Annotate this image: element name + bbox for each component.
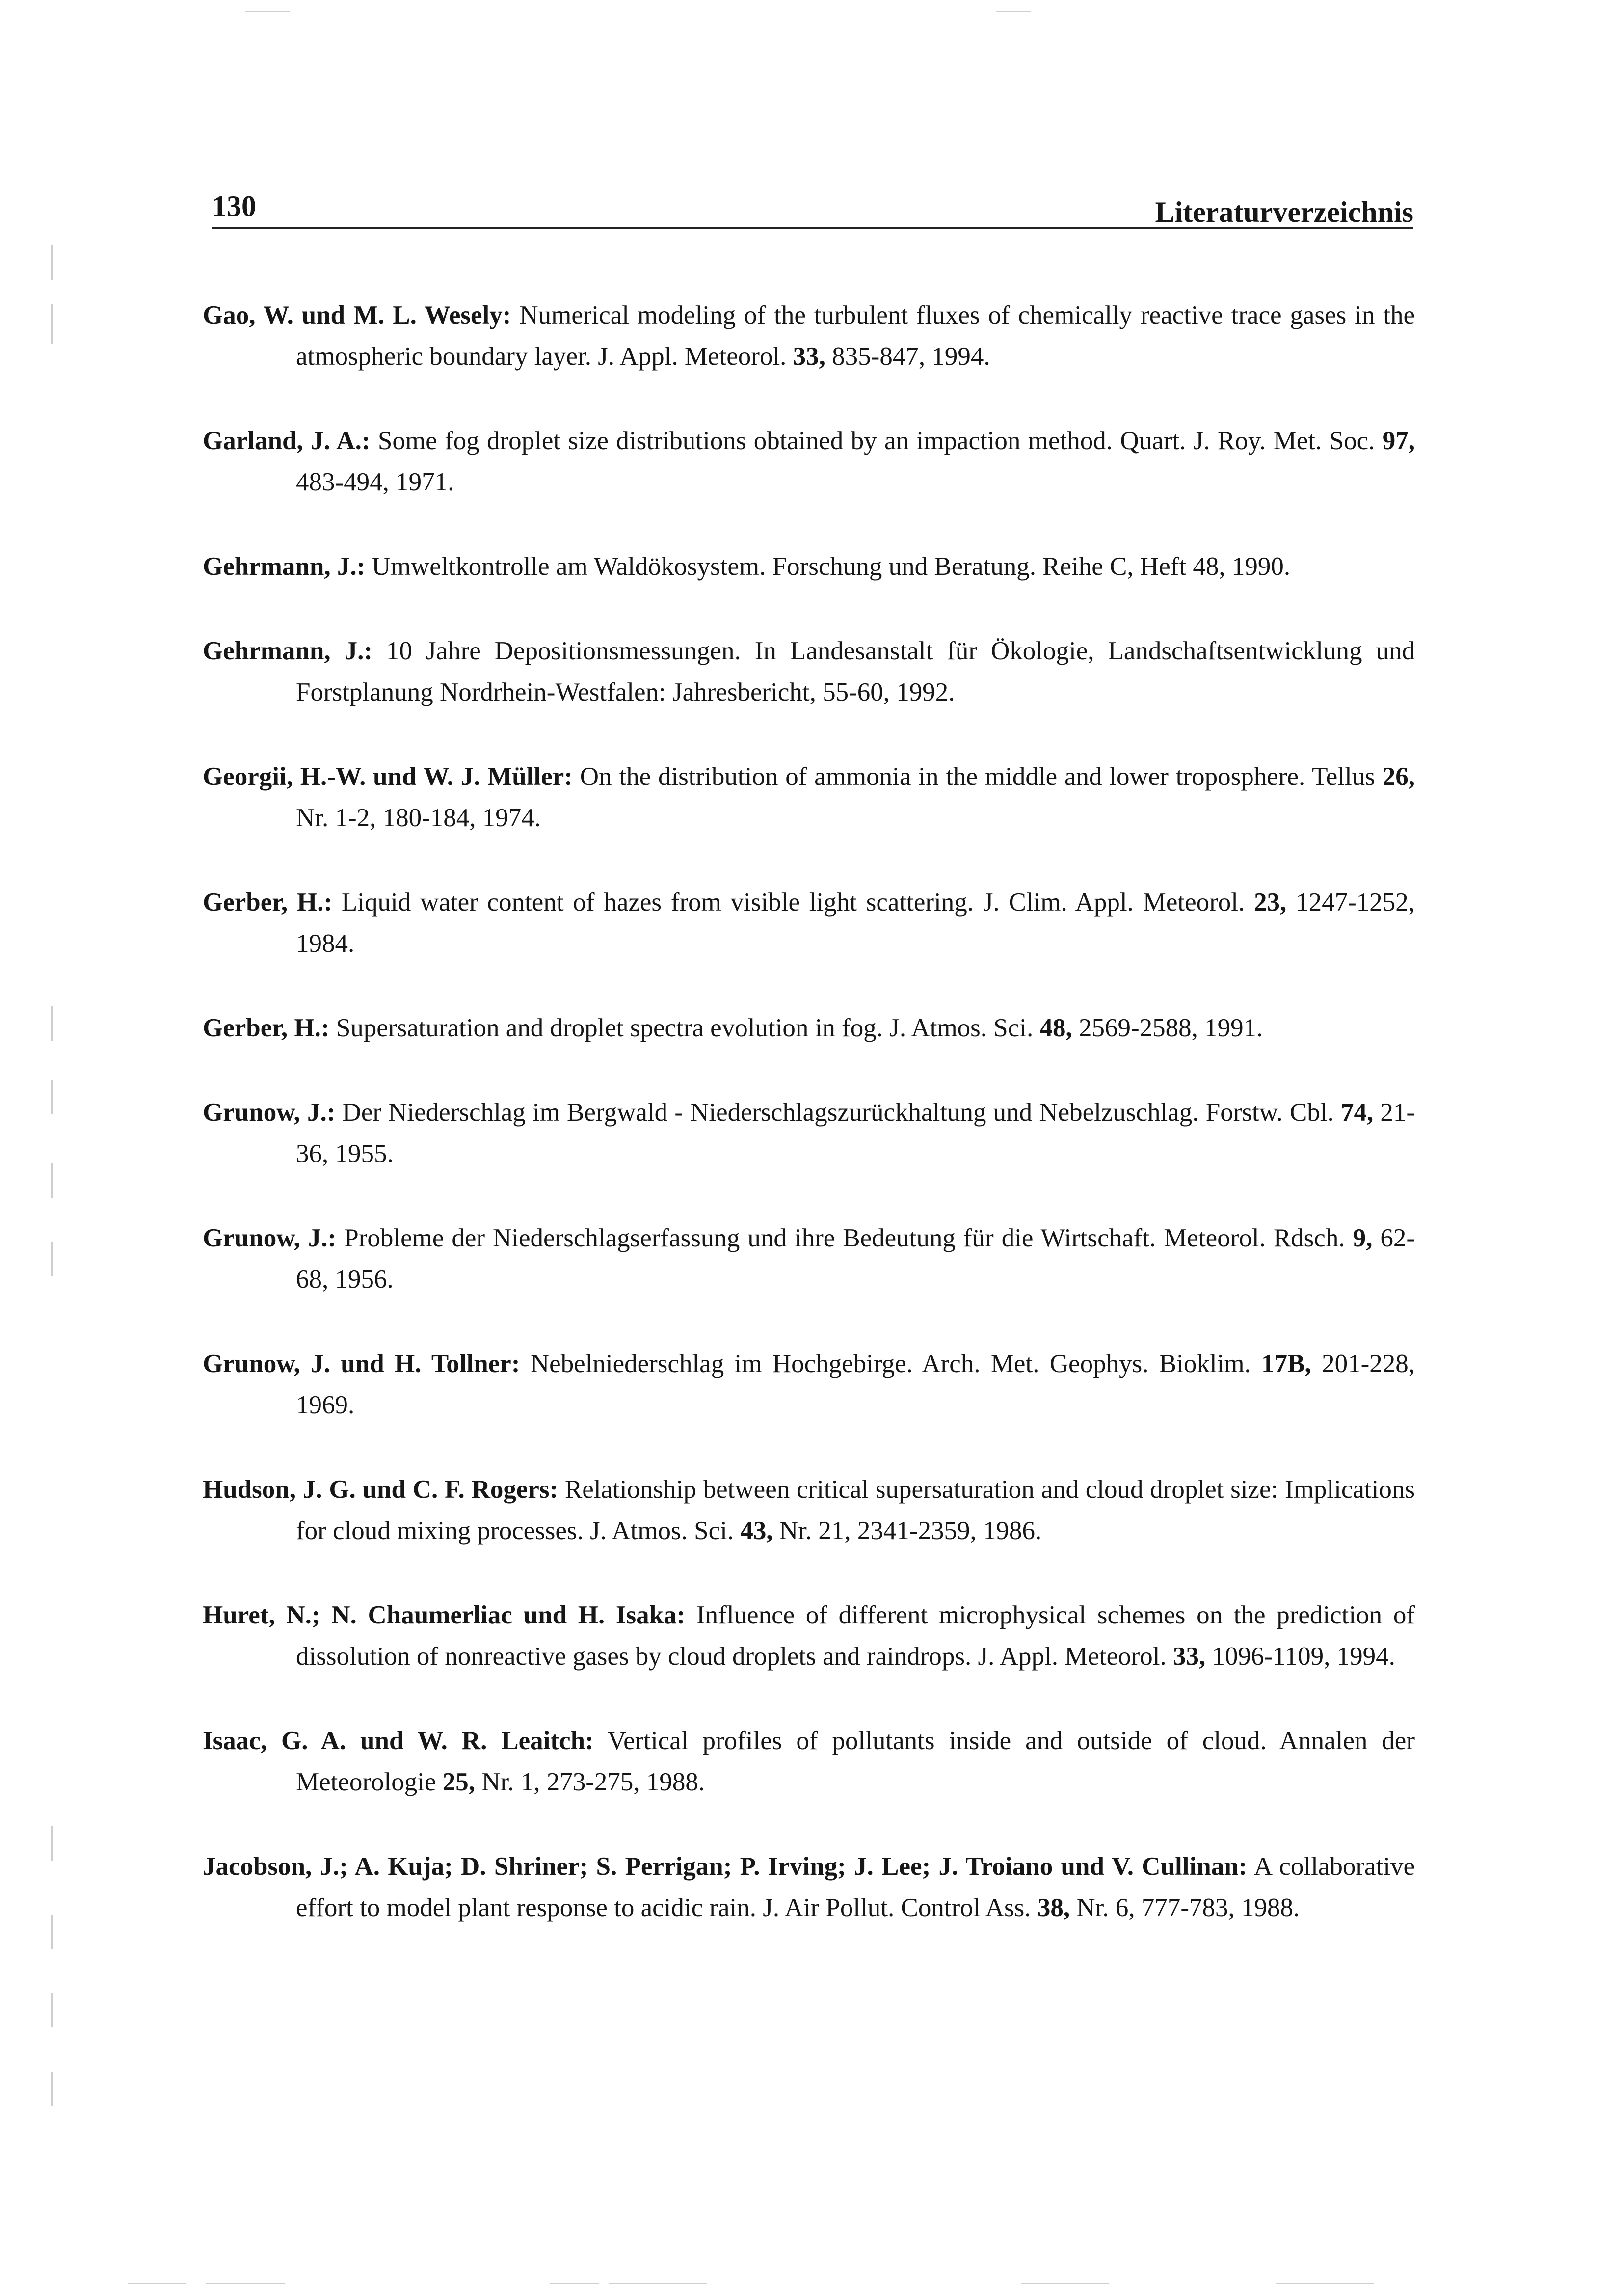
reference-authors: Grunow, J.: <box>203 1098 336 1127</box>
reference-volume: 26, <box>1382 762 1415 791</box>
reference-authors: Gehrmann, J.: <box>203 637 372 665</box>
reference-text: Influence of different microphysical schemes on the prediction of dissolution of nonreactive gases by cloud droplets and raindrops. J. Appl. Meteorol. <box>296 1601 1415 1671</box>
reference-authors: Grunow, J. und H. Tollner: <box>203 1350 520 1378</box>
scan-mark <box>550 2283 599 2284</box>
reference-pages: 835-847, 1994. <box>825 342 990 371</box>
reference-volume: 23, <box>1254 888 1287 917</box>
reference-text: Nebelniederschlag im Hochgebirge. Arch. Met. Geophys. Bioklim. <box>520 1350 1262 1378</box>
reference-volume: 33, <box>1172 1642 1206 1671</box>
reference-text: 10 Jahre Depositionsmessungen. In Landesanstalt für Ökologie, Landschaftsentwicklung und Forstplanung Nordrhein-Westfalen: Jahresbericht, 55-60, 1992. <box>296 637 1415 706</box>
reference-entry <box>203 756 1415 838</box>
reference-pages: Nr. 1-2, 180-184, 1974. <box>296 804 541 832</box>
reference-authors: Gao, W. und M. L. Wesely: <box>203 301 511 329</box>
reference-text: Umweltkontrolle am Waldökosystem. Forschung und Beratung. Reihe C, Heft 48, 1990. <box>365 552 1291 581</box>
scan-mark <box>51 245 53 280</box>
reference-text: Probleme der Niederschlagserfassung und ihre Bedeutung für die Wirtschaft. Meteorol. Rdsch. <box>336 1224 1353 1252</box>
reference-authors: Gerber, H.: <box>203 1014 330 1042</box>
reference-pages: 1247-1252, 1984. <box>296 888 1415 958</box>
page-header <box>212 186 1413 229</box>
reference-authors: Garland, J. A.: <box>203 427 371 455</box>
reference-entry <box>203 882 1415 964</box>
reference-volume: 17B, <box>1261 1350 1311 1378</box>
reference-authors: Grunow, J.: <box>203 1224 337 1252</box>
scan-mark <box>51 1993 53 2027</box>
reference-pages: 201-228, 1969. <box>296 1350 1415 1419</box>
reference-entry <box>203 1007 1415 1049</box>
reference-text: Der Niederschlag im Bergwald - Niederschlagszurückhaltung und Nebelzuschlag. Forstw. Cbl. <box>335 1098 1341 1127</box>
reference-authors: Isaac, G. A. und W. R. Leaitch: <box>203 1727 594 1755</box>
reference-volume: 38, <box>1037 1893 1070 1922</box>
reference-entry <box>203 1720 1415 1803</box>
reference-text: Vertical profiles of pollutants inside and outside of cloud. Annalen der Meteorologie <box>296 1727 1415 1796</box>
reference-text: Relationship between critical supersaturation and cloud droplet size: Implications for cloud mixing processes. J. Atmos. Sci. <box>296 1475 1415 1545</box>
reference-authors: Hudson, J. G. und C. F. Rogers: <box>203 1475 559 1504</box>
scan-mark <box>1276 2283 1374 2284</box>
reference-volume: 48, <box>1039 1014 1072 1042</box>
page-number: 130 <box>212 190 256 222</box>
reference-volume: 74, <box>1340 1098 1374 1127</box>
scan-mark <box>996 11 1031 12</box>
scan-mark <box>51 1242 53 1276</box>
scan-mark <box>51 1163 53 1198</box>
reference-pages: 1096-1109, 1994. <box>1205 1642 1395 1671</box>
reference-entry <box>203 1092 1415 1174</box>
reference-pages: Nr. 6, 777-783, 1988. <box>1070 1893 1300 1922</box>
reference-volume: 97, <box>1382 427 1415 455</box>
reference-pages: 483-494, 1971. <box>296 468 454 496</box>
reference-text: Liquid water content of hazes from visible light scattering. J. Clim. Appl. Meteorol. <box>332 888 1254 917</box>
reference-text: Numerical modeling of the turbulent fluxes of chemically reactive trace gases in the atmospheric boundary layer. J. Appl. Meteorol. <box>296 301 1415 371</box>
scan-mark <box>51 1826 53 1861</box>
scan-mark <box>51 304 53 344</box>
reference-entry <box>203 295 1415 377</box>
reference-entry <box>203 1469 1415 1551</box>
reference-pages: 2569-2588, 1991. <box>1072 1014 1263 1042</box>
reference-entry <box>203 546 1415 587</box>
reference-authors: Huret, N.; N. Chaumerliac und H. Isaka: <box>203 1601 686 1629</box>
scan-mark <box>51 1080 53 1114</box>
reference-authors: Jacobson, J.; A. Kuja; D. Shriner; S. Perrigan; P. Irving; J. Lee; J. Troiano und V. Cullinan: <box>203 1852 1248 1881</box>
scan-mark <box>245 11 290 12</box>
running-title: Literaturverzeichnis <box>1155 196 1413 228</box>
reference-entry <box>203 1594 1415 1677</box>
scan-mark <box>1021 2283 1109 2284</box>
reference-pages: Nr. 21, 2341-2359, 1986. <box>772 1516 1042 1545</box>
reference-volume: 25, <box>442 1768 476 1796</box>
reference-entry <box>203 630 1415 713</box>
reference-volume: 43, <box>740 1516 773 1545</box>
scan-mark <box>128 2283 186 2284</box>
reference-text: Some fog droplet size distributions obtained by an impaction method. Quart. J. Roy. Met. Soc. <box>370 427 1383 455</box>
reference-entry <box>203 420 1415 503</box>
reference-list <box>203 295 1415 1972</box>
scan-mark <box>206 2283 285 2284</box>
reference-entry <box>203 1343 1415 1426</box>
reference-text: Supersaturation and droplet spectra evolution in fog. J. Atmos. Sci. <box>329 1014 1040 1042</box>
reference-text: On the distribution of ammonia in the middle and lower troposphere. Tellus <box>572 762 1383 791</box>
reference-entry <box>203 1846 1415 1928</box>
scan-mark <box>51 1915 53 1949</box>
reference-pages: 21-36, 1955. <box>296 1098 1415 1168</box>
scan-mark <box>51 2072 53 2106</box>
scan-mark <box>609 2283 707 2284</box>
reference-volume: 9, <box>1353 1224 1373 1252</box>
reference-volume: 33, <box>793 342 825 371</box>
reference-pages: 62-68, 1956. <box>296 1224 1415 1294</box>
reference-authors: Georgii, H.-W. und W. J. Müller: <box>203 762 573 791</box>
reference-entry <box>203 1217 1415 1300</box>
scan-mark <box>51 1006 53 1041</box>
reference-pages: Nr. 1, 273-275, 1988. <box>475 1768 705 1796</box>
reference-authors: Gerber, H.: <box>203 888 333 917</box>
reference-authors: Gehrmann, J.: <box>203 552 366 581</box>
reference-text: A collaborative effort to model plant response to acidic rain. J. Air Pollut. Control Ass. <box>296 1852 1415 1922</box>
